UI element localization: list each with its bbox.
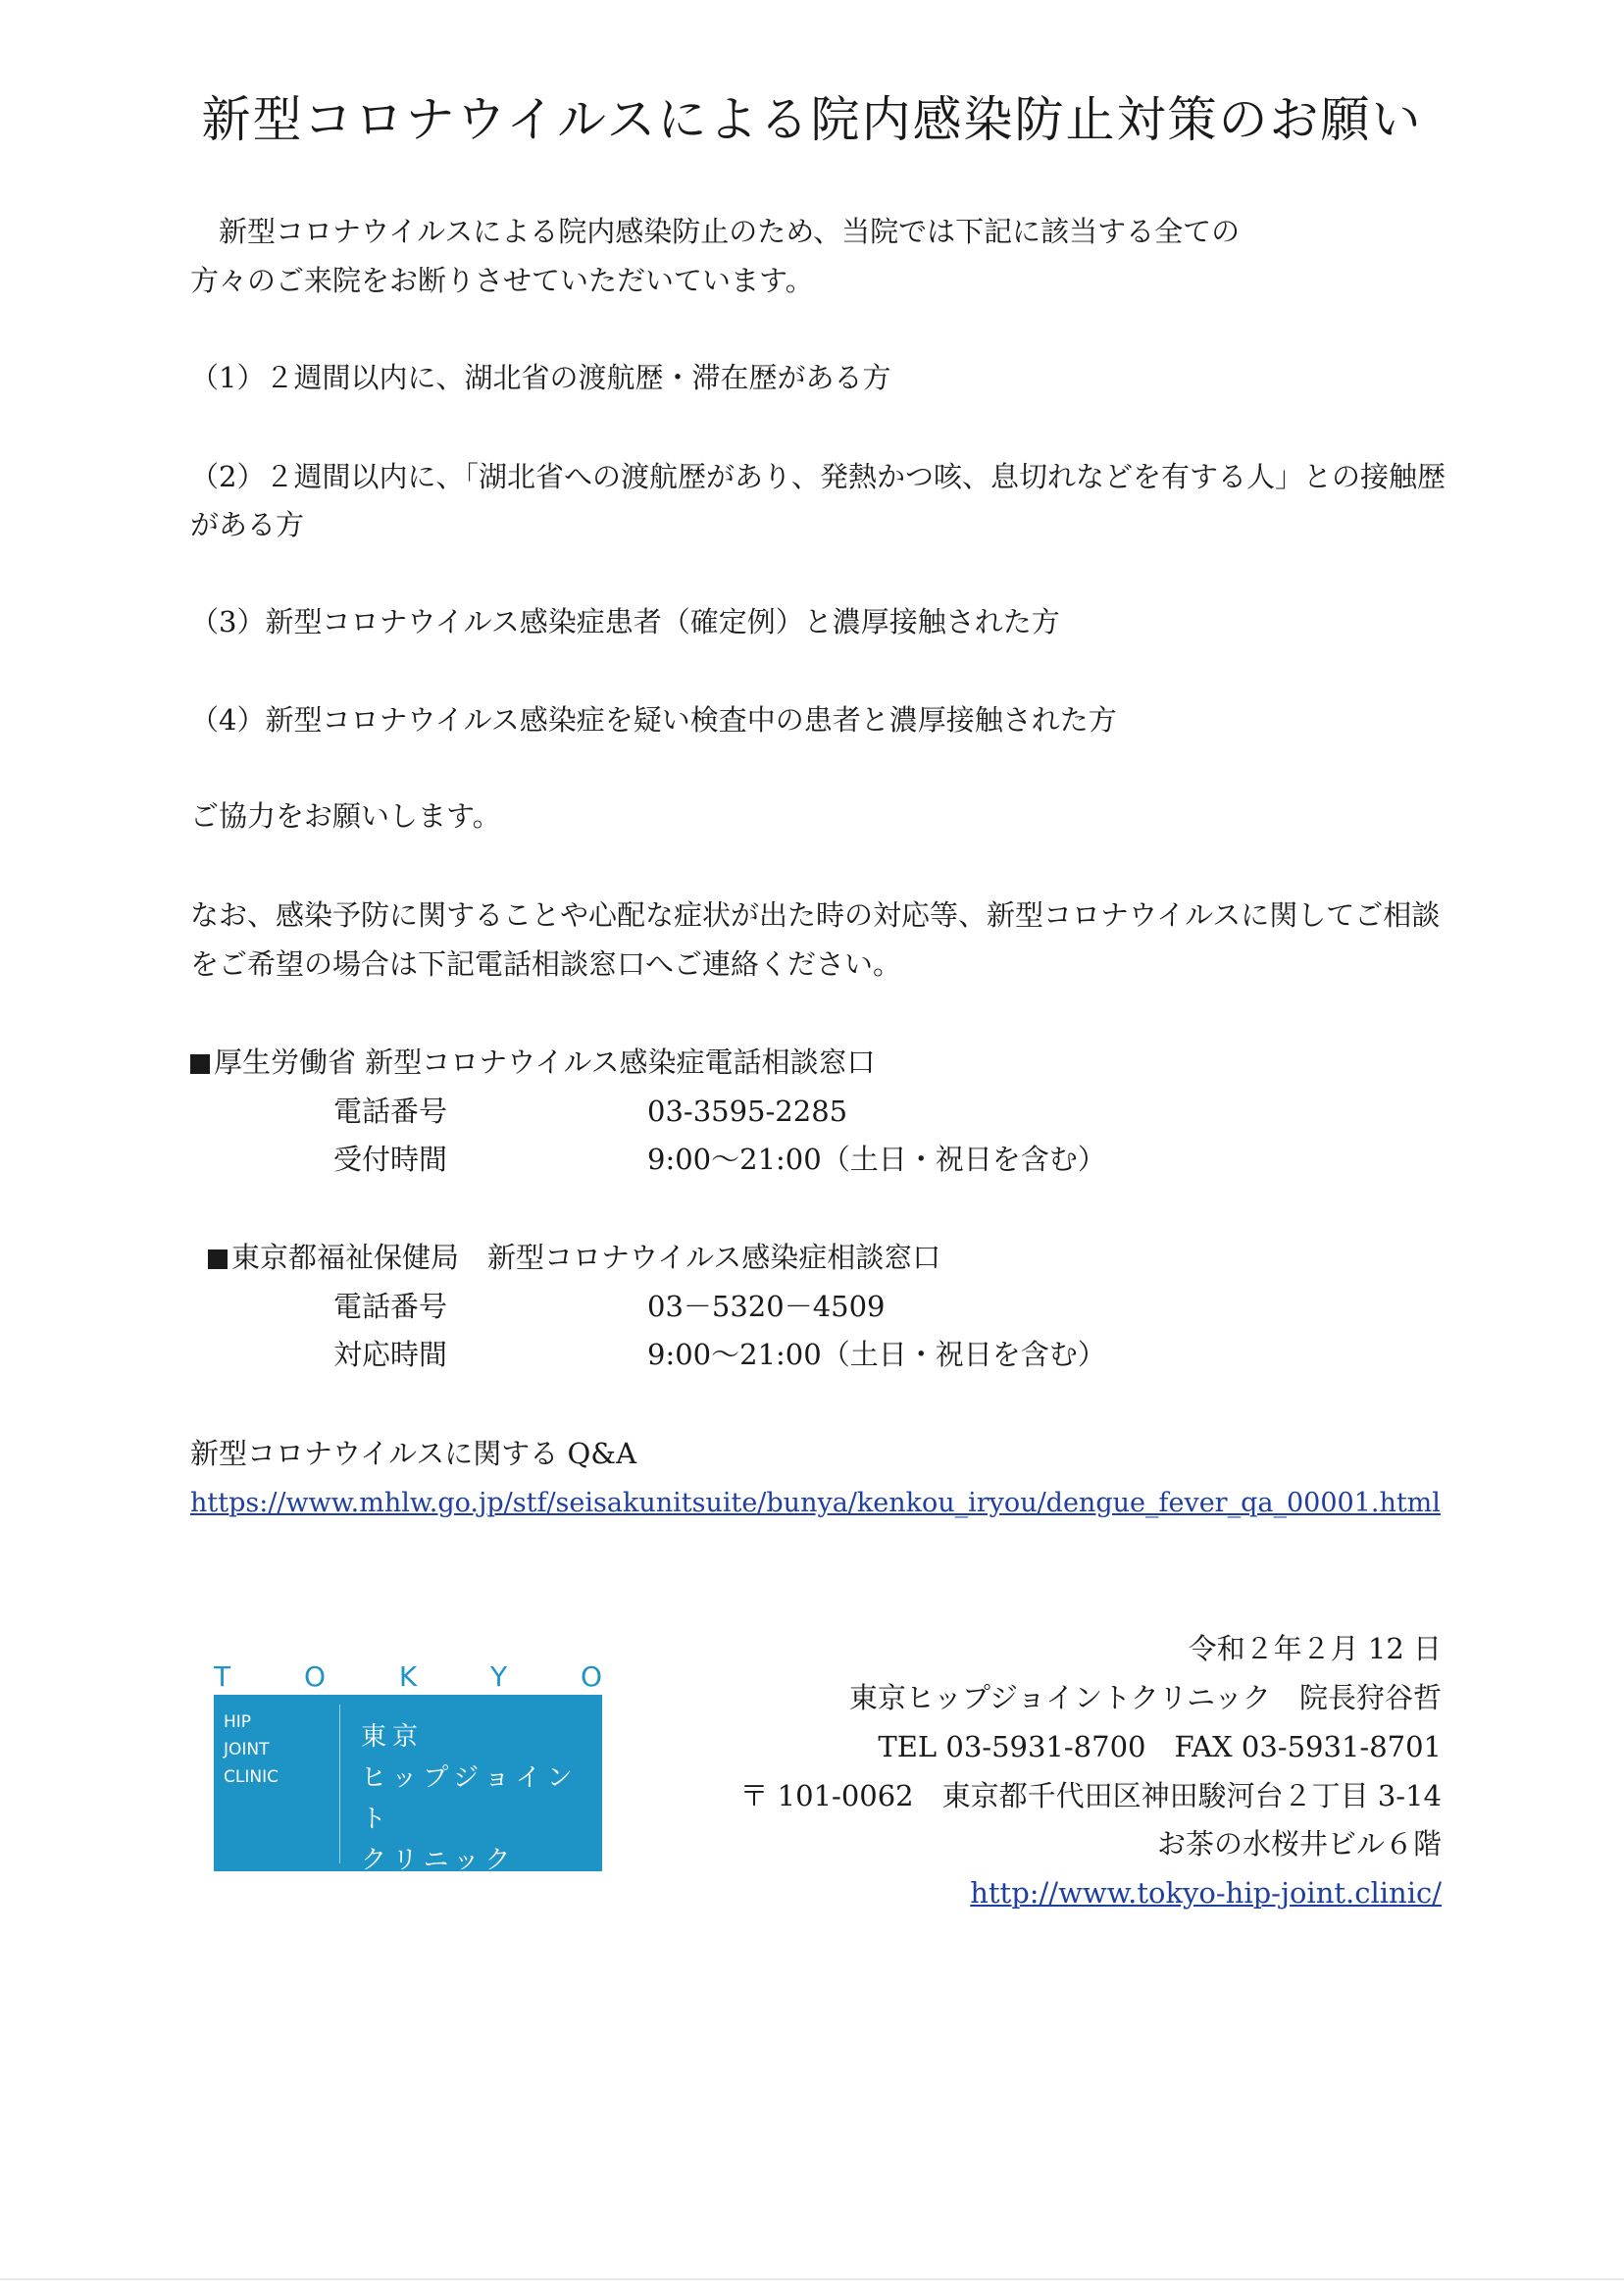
logo-en-line: JOINT [224, 1740, 270, 1759]
logo-en-line: CLINIC [224, 1767, 279, 1787]
building: お茶の水桜井ビル６階 [1156, 1827, 1442, 1861]
logo-divider [339, 1705, 340, 1863]
tokyo-phone-label: 電話番号 [333, 1290, 448, 1323]
logo-letter: K [398, 1659, 418, 1693]
logo-ja-line: 東京 [361, 1722, 425, 1752]
logo-letter: O [303, 1659, 326, 1693]
condition-item-2-line-2: がある方 [190, 508, 305, 541]
logo-box [214, 1695, 602, 1875]
logo-english-text [224, 1708, 279, 1791]
condition-item-4: （4）新型コロナウイルス感染症を疑い検査中の患者と濃厚接触された方 [190, 703, 1117, 737]
note-line-1: なお、感染予防に関することや心配な症状が出た時の対応等、新型コロナウイルスに関してご相談 [190, 898, 1441, 932]
tokyo-heading [208, 1234, 940, 1282]
logo-letter: Y [490, 1659, 508, 1693]
square-bullet-icon [208, 1249, 228, 1269]
issue-date: 令和２年２月 12 日 [1188, 1632, 1442, 1665]
qa-link[interactable]: https://www.mhlw.go.jp/stf/seisakunitsuite/bunya/kenkou_iryou/dengue_fever_qa_00001.html [190, 1488, 1441, 1518]
tokyo-hours-value: 9:00～21:00（土日・祝日を含む） [647, 1338, 1106, 1371]
mhlw-phone-label: 電話番号 [333, 1095, 448, 1128]
mhlw-hours-value: 9:00～21:00（土日・祝日を含む） [647, 1143, 1106, 1176]
tokyo-phone-value: 03－5320－4509 [647, 1290, 886, 1323]
cooperation-text: ご協力をお願いします。 [190, 799, 501, 833]
logo-ja-line: クリニック [361, 1846, 517, 1875]
logo-letter: T [214, 1659, 231, 1693]
mhlw-phone-value: 03-3595-2285 [647, 1095, 848, 1128]
logo-wordmark [214, 1659, 602, 1693]
intro-line-2: 方々のご来院をお断りさせていただいています。 [190, 264, 814, 297]
logo-en-line: HIP [224, 1712, 252, 1732]
clinic-logo [214, 1659, 602, 1875]
logo-japanese-text [361, 1716, 602, 1881]
address: 〒 101-0062 東京都千代田区神田駿河台２丁目 3-14 [739, 1779, 1442, 1812]
clinic-director: 東京ヒップジョイントクリニック 院長狩谷哲 [848, 1681, 1442, 1714]
scan-edge-divider [0, 2278, 1624, 2280]
tokyo-heading-text: 東京都福祉保健局 新型コロナウイルス感染症相談窓口 [231, 1241, 941, 1274]
qa-label: 新型コロナウイルスに関する Q&A [190, 1437, 637, 1470]
note-line-2: をご希望の場合は下記電話相談窓口へご連絡ください。 [190, 947, 902, 981]
condition-item-3: （3）新型コロナウイルス感染症患者（確定例）と濃厚接触された方 [190, 605, 1060, 638]
logo-letter: O [580, 1659, 602, 1693]
page-title: 新型コロナウイルスによる院内感染防止対策のお願い [201, 91, 1423, 148]
tokyo-hours-label: 対応時間 [333, 1338, 448, 1371]
logo-ja-line: ヒップジョイント [361, 1763, 579, 1834]
mhlw-hours-label: 受付時間 [333, 1143, 448, 1176]
mhlw-heading-text: 厚生労働省 新型コロナウイルス感染症電話相談窓口 [214, 1045, 876, 1079]
square-bullet-icon [190, 1054, 210, 1074]
clinic-website-link[interactable]: http://www.tokyo-hip-joint.clinic/ [970, 1876, 1442, 1910]
intro-line-1: 新型コロナウイルスによる院内感染防止のため、当院では下記に該当する全ての [190, 215, 1241, 248]
condition-item-2-line-1: （2）２週間以内に、「湖北省への渡航歴があり、発熱かつ咳、息切れなどを有する人」との接触歴 [190, 460, 1446, 493]
mhlw-heading [190, 1039, 875, 1087]
tel-fax: TEL 03-5931-8700 FAX 03-5931-8701 [878, 1730, 1442, 1763]
condition-item-1: （1）２週間以内に、湖北省の渡航歴・滞在歴がある方 [190, 361, 891, 394]
